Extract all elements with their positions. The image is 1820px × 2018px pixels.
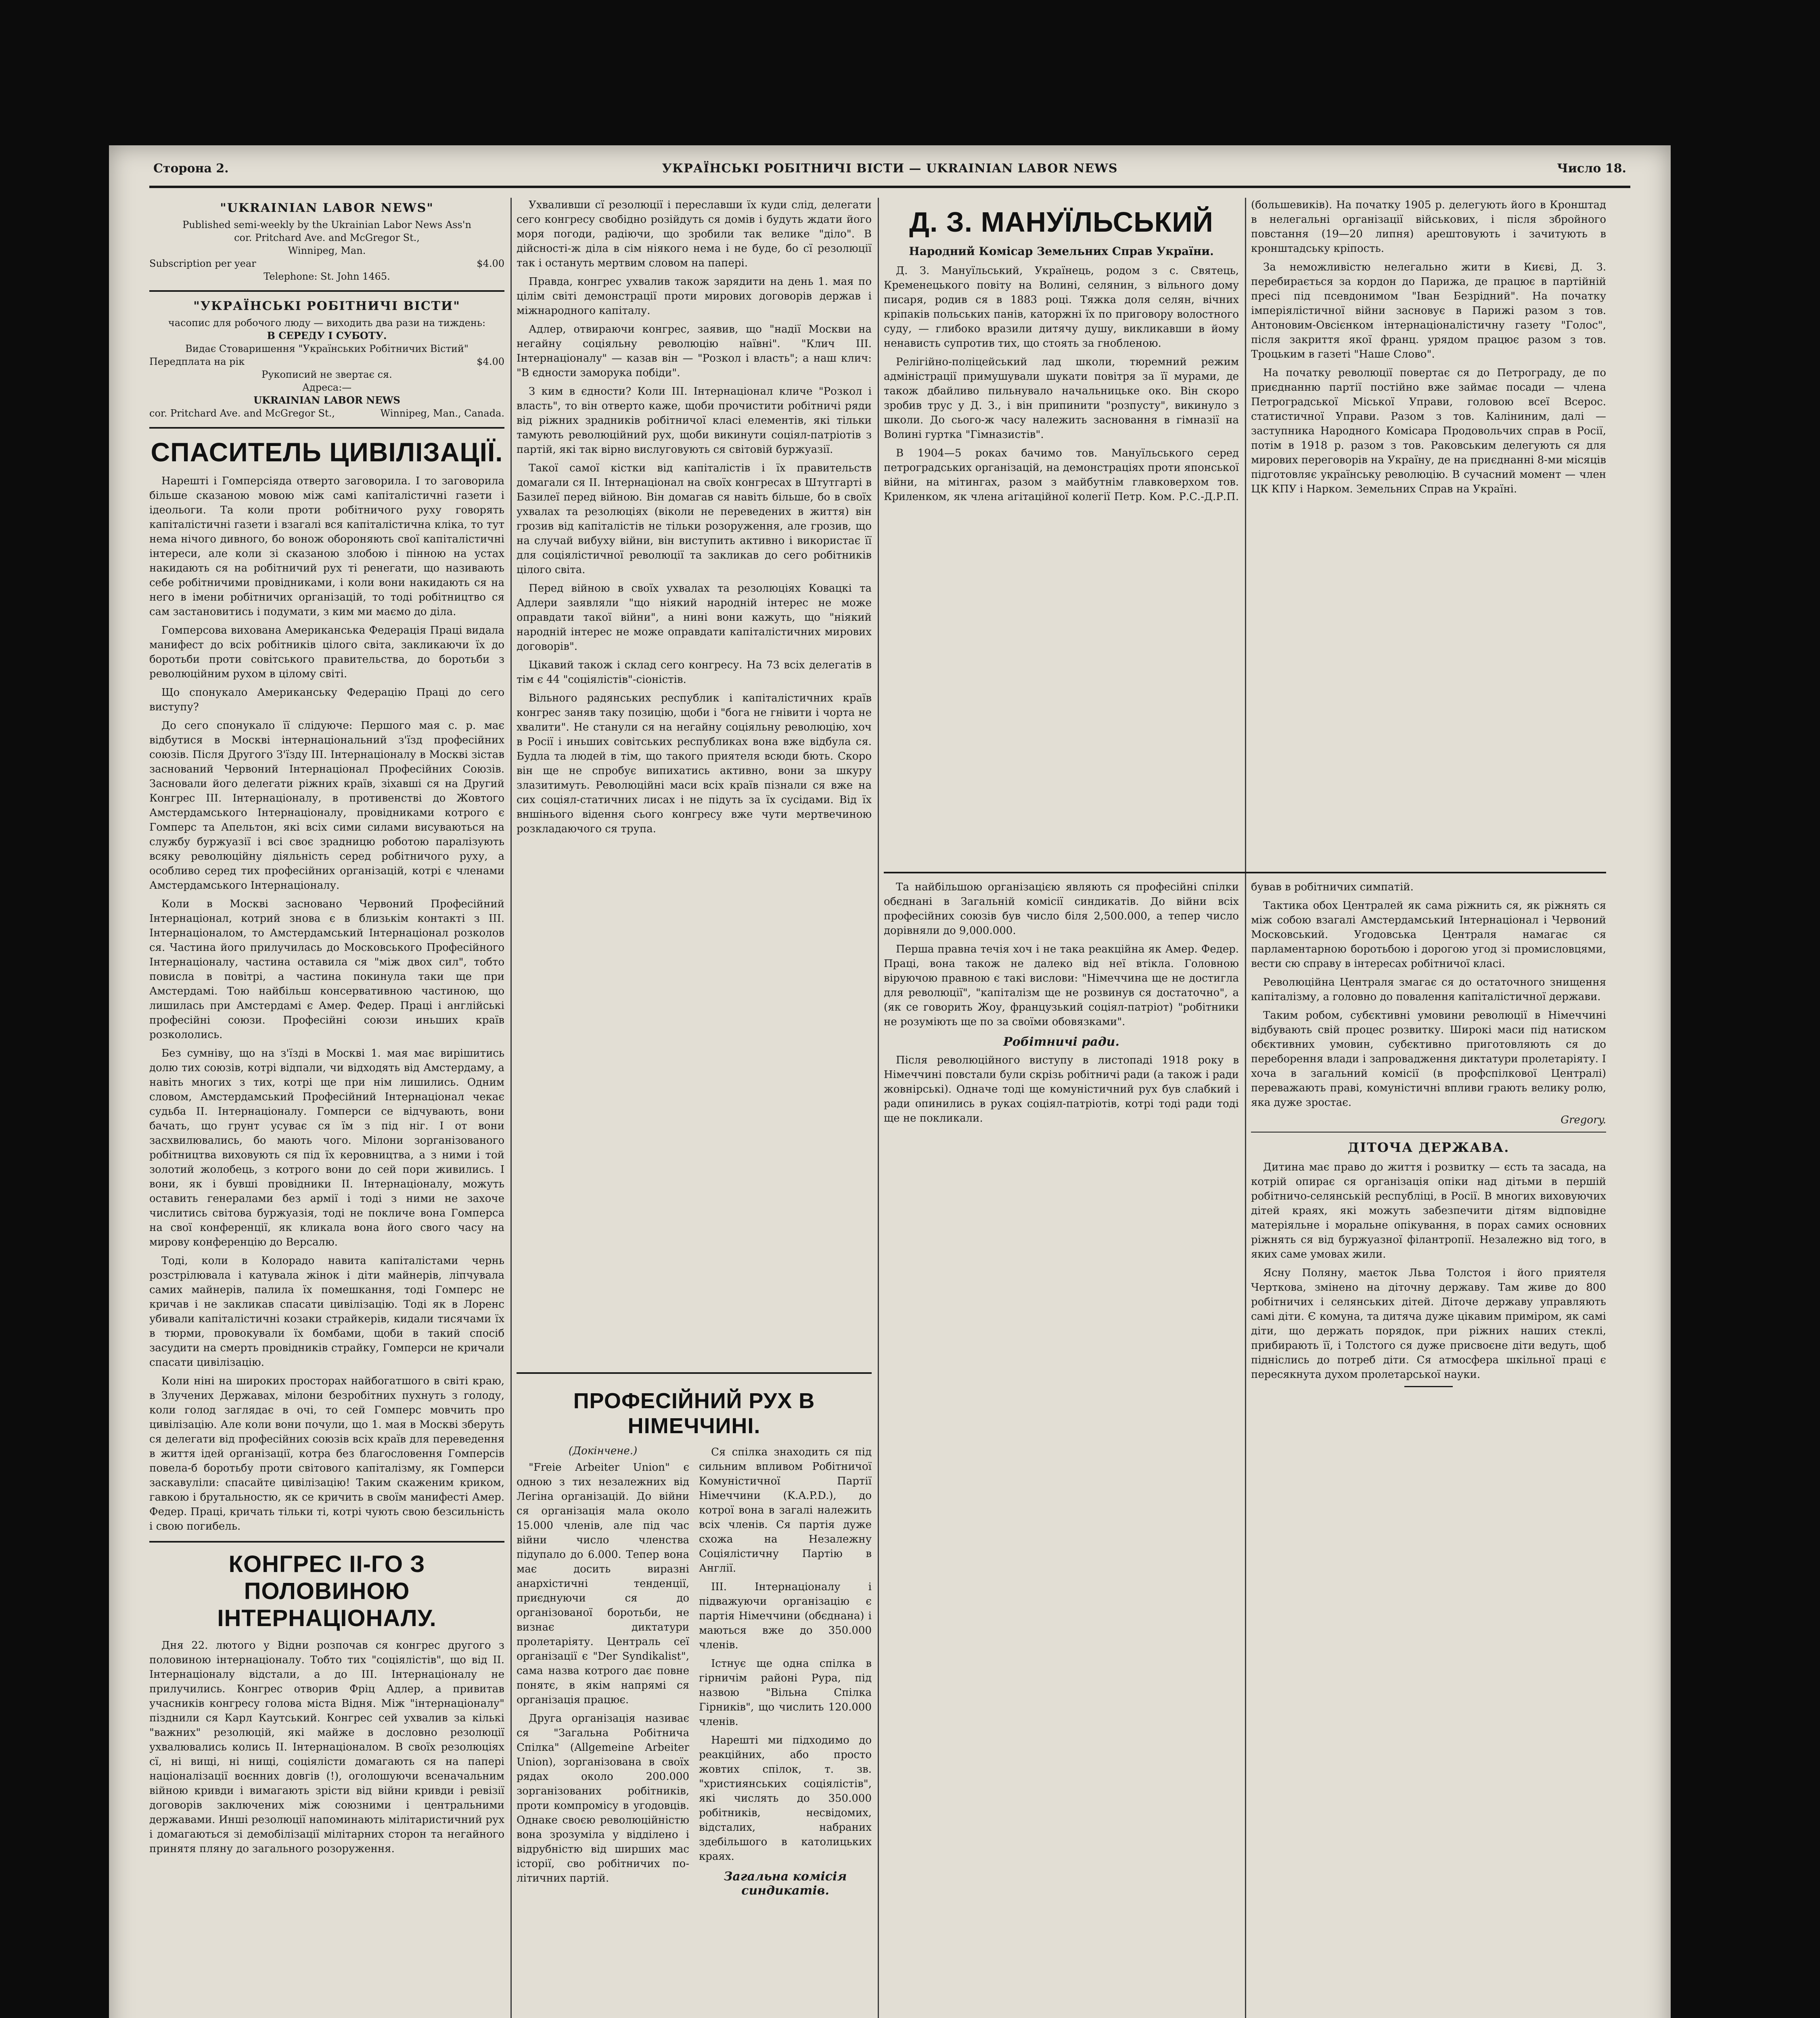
article-paragraph: Гомперсова вихована Американська Федерація Праці видала манифест до всіх робітників цілого світа, закликаючи їх до боротьби проти совітського правительства, до боротьби з революційним рухом в цілому світі. bbox=[149, 624, 504, 680]
price-row bbox=[149, 355, 504, 368]
section-heading: Загальна комісія синдикатів. bbox=[724, 1869, 847, 1898]
address-label: Адреса:— bbox=[302, 382, 352, 393]
masthead-ua-name: "УКРАЇНСЬКІ РОБІТНИЧІ ВІСТИ" bbox=[193, 299, 460, 313]
divider bbox=[149, 290, 504, 292]
price-value: $4.00 bbox=[477, 356, 504, 367]
article-paragraph: Друга організація називає ся "Загальна Робітнича Спілка" (Allgemeine Arbeiter Union), зорганізована в своїх рядах около 200.000 зорганізованих робітників, проти компромісу в угодовців. Однаке своєю революційністю вона зрозуміла у відділено і відрубністю від ширших мас історії, сво робітничих по-літичних партій. bbox=[517, 1712, 689, 1884]
article-profrukh bbox=[517, 1380, 872, 2018]
end-rule bbox=[1404, 1386, 1453, 1387]
article-paragraph: Правда, конгрес ухвалив також зарядити на день 1. мая по цілім світі демонстрації проти мирових договорів держав і міжнародного капіталу. bbox=[517, 276, 872, 317]
article-title-child-state: ДІТОЧА ДЕРЖАВА. bbox=[1347, 1140, 1510, 1155]
article-paragraph: Тоді, коли в Колорадо навита капіталістами чернь розстрілювала і катувала жінок і діти майнерів, ліпчувала самих майнерів, палила їх помешкання, тоді Гомперс не кричав і не закликав спасати цивілізацію. Тоді як в Лоренс убивали капіталістичні козаки страйкерів, кидали тисячами їх в тюрми, провокували їх бомбами, щоби в такий спосіб засудити на смерть провідників страйку, Гомперси не кричали спасати цивілізацію. bbox=[149, 1255, 504, 1369]
article-paragraph: Вільного радянських республик і капіталістичних країв конгрес заняв таку позицію, щоби і "бога не гнівити і чорта не хвалити". Не станули ся на негайну соціяльну революцію, хоч в Росії і иньших совітських республиках вона вже відбула ся. Будла та людей в тім, що такого приятеля всюди бють. Скоро він ще не спробує випихатись активно, вони за шкуру злазитимуть. Революційні маси всіх країв пізнали ся вже на сих соціял-статичних лисах і не підуть за їх сусідами. Від їх вншінього відення сього конгресу вже чути мертвечиною розкладаючого ся трупа. bbox=[517, 692, 872, 835]
column-4-lower bbox=[1251, 880, 1606, 2018]
divider bbox=[1251, 1132, 1606, 1133]
article-paragraph: Та найбільшою організацією являють ся професійні спілки обєднані в Загальній комісії синдикатів. До війни всіх професійних союзів був число біля 2,500.000, а тепер число дорівняли до 9,000.000. bbox=[884, 881, 1239, 937]
price-label: Передплата на рік bbox=[149, 356, 245, 367]
article-title-manuilsky: Д. З. МАНУЇЛЬСЬКИЙ bbox=[909, 206, 1213, 238]
article-paragraph: Перед війною в своїх ухвалах та резолюціях Ковацкі та Адлери заявляли "що ніякий народній інтерес не може оправдати такої війни", а нині вони кажуть, що "ніякий народній інтерес не може оправдати капіталістичних мирових договорів". bbox=[517, 582, 872, 653]
article-paragraph: бував в робітничих симпатій. bbox=[1251, 881, 1414, 893]
article-title-profrukh: ПРОФЕСІЙНИЙ РУХ В НІМЕЧЧИНІ. bbox=[573, 1389, 815, 1438]
divider bbox=[149, 427, 504, 429]
article-paragraph: Адлер, отвираючи конгрес, заявив, що "надії Москви на негайну соціяльну революцію наївні". "Клич III. Інтернаціоналу" — казав він — "Розкол і власть"; а наш клич: "В єдности заморука побіди". bbox=[517, 323, 872, 379]
masthead-ukrainian bbox=[149, 299, 504, 420]
masthead-english bbox=[149, 201, 504, 283]
masthead-en-line: Published semi-weekly by the Ukrainian Labor News Ass'n bbox=[182, 219, 471, 230]
article-paragraph: Ухваливши сї резолюції і переславши їх куди слід, делегати сего конгресу свобідно розійдуть ся домів і будуть ждати його моря погоди, радіючи, що зробили так велике "діло". В дійсності-ж діла в сім ніякого нема і не буде, бо сї резолюції так і остануть мертвим словом на папері. bbox=[517, 199, 872, 269]
article-title-kongres: КОНГРЕС II-ГО З ПОЛОВИНОЮ ІНТЕРНАЦІОНАЛУ. bbox=[217, 1551, 437, 1631]
subscription-row bbox=[149, 257, 504, 270]
article-manuilsky bbox=[884, 198, 1606, 868]
article-paragraph: Нарешті і Гомперсіяда отверто заговорила. І то заговорила більше сказаною мовою між самі капіталістичні газети і ідеольоги. Та коли проти робітничого руху говорять капіталістичні газети і взагалі вся капіталістична кліка, то тут нема нічого дивного, бо вонож обороняють свої капіталістичні інтереси, але коли зі сказаною злобою і пінною на устах накидають ся на робітничий рух ті ренегати, що називають себе робітничими провідниками, і коли вони накидають ся на него в імени робітничих організацій, то тоді робітництво ся сам застановитись і подумати, з ким ми маємо до діла. bbox=[149, 475, 504, 618]
subscription-price: $4.00 bbox=[477, 258, 504, 269]
article-title-spasytel: СПАСИТЕЛЬ ЦИВІЛІЗАЦІЇ. bbox=[151, 437, 503, 467]
article-paragraph: В 1904—5 роках бачимо тов. Мануїльського серед петроградських організацій, на демонстраціях проти японської війни, на мітингах, разом з майбутнім главковерхом тов. Криленком, як члена агітаційної колегії Петр. Ком. Р.С.-Д.Р.П. (большевиків). На початку 1905 р. делегують його в Кронштад в нелегальні організації військових, і після збройного повстання (19—20 липня) арештовують і зачитують в кронштадську кріпость. bbox=[884, 199, 1606, 503]
column-divider bbox=[878, 198, 879, 2018]
masthead-en-line: Winnipeg, Man. bbox=[288, 245, 366, 256]
article-paragraph: Тактика обох Централей як сама ріжнить ся, як ріжнять ся між собою взагалі Амстердамський Інтернаціонал і Червоний Московський. Угодовська Централя намагає ся парламентарною боротьбою і дорогою угод зі промисловцями, вести сю справу в інтересах робітничої класі. bbox=[1251, 900, 1606, 970]
article-paragraph: Такої самої кістки від капіталістів і їх правительств домагали ся II. Інтернаціонал на своїх конгресах в Штутгарті в Базилеї перед війною. Він домагав ся навіть більше, бо в своїх ухвалах та резолюціях (віколи не переведених в життя) він грозив від капіталістів не тільки розоруження, але грозив, що на случай вибуху війни, він виступить активно і використає її для соціялістичної революції та закликав до сего робітників цілого світа. bbox=[517, 462, 872, 576]
article-paragraph: Що спонукало Американську Федерацію Праці до сего виступу? bbox=[149, 687, 504, 713]
address-city: Winnipeg, Man., Canada. bbox=[380, 408, 504, 419]
newspaper-header-title: УКРАЇНСЬКІ РОБІТНИЧІ ВІСТИ — UKRAINIAN LABOR NEWS bbox=[662, 161, 1118, 176]
article-paragraph: III. Інтернаціоналу і підважуючи організацію є партія Німеччини (обєднана) і маються вже до 350.000 членів. bbox=[699, 1581, 872, 1651]
column-1 bbox=[149, 198, 504, 2018]
divider bbox=[149, 1541, 504, 1543]
article-paragraph: Цікавий також і склад сего конгресу. На 73 всіх делегатів в тім є 44 "соціялістів"-сіоністів. bbox=[517, 659, 872, 686]
article-paragraph: З ким в єдности? Коли III. Інтернаціонал кличе "Розкол і власть", то він отверто каже, щоби прочистити робітничі ряди від ріжних зрадників робітничої класі елементів, які тільки тамують революційний рух, щоби викинути соціял-патріотів з партій, які так вірно вислуговують ся світовій буржуазії. bbox=[517, 385, 872, 456]
article-paragraph: За неможливістю нелегально жити в Києві, Д. З. перебирається за кордон до Парижа, де працює в партійній пресі під псевдонимом "Іван Безрідний". На початку імперіялістичної війни засновує в Парижі разом з тов. Антоновим-Овсієнком інтернаціоналістичну газету "Голос", після закриття якої франц. урядом працює разом з тов. Троцьким в газеті "Наше Слово". bbox=[1251, 261, 1606, 360]
article-paragraph: Після революційного виступу в листопаді 1918 року в Німеччині повстали були скрізь робітничі ради (а також і ради жовнірські). Одначе тоді ще комуністичний рух був слабкий і ради опинились в руках соціял-патріотів, котрі тоді ради тоді ще не покликали. bbox=[884, 1054, 1239, 1124]
author-signature: Gregory. bbox=[1561, 1114, 1606, 1126]
article-paragraph: Без сумніву, що на з'їзді в Москві 1. мая має вирішитись долю тих союзів, котрі відпали, чи відходять від Амстердаму, а навіть многих з тих, котрі ще при нім лишились. Одним словом, Амстердамський Професійний Інтернаціонал чекає судьба II. Інтернаціоналу. Гомперси се відчувають, вони бачать, що грунт усуває ся їм з під ніг. І от вони засхвилювались, бо мають чого. Мілони зорганізованого робітництва виховують ся під їх керовництва, а з ними і той золотий жолобець, з котрого вони до сей пори живились. І вони, як і бувші провідники II. Інтернаціоналу, можуть оставить генералами без армії і тоді з ними не захоче числитись світова буржуазія, тоді не покличе вона Гомперса на свої конференції, як кликала вона його свого часу на мирову конференцію до Версалю. bbox=[149, 1047, 504, 1248]
masthead-ua-line: Рукописий не звертає ся. bbox=[261, 369, 392, 380]
address-name: UKRAINIAN LABOR NEWS bbox=[253, 394, 400, 406]
subscription-label: Subscription per year bbox=[149, 258, 256, 269]
article-paragraph: Дитина має право до життя і розвитку — єсть та засада, на котрій опирає ся організація опіки над дітьми в першій робітничо-селянській республіці, в Росії. В многих виховуючих дітей краях, які можуть забезпечити дітям відповідне матеріяльне і моральне опікування, в порах самих основних ріжнять ся від буржуазної філантропії. Незалежно від того, в яких саме умовах жили. bbox=[1251, 1161, 1606, 1260]
article-paragraph: Коли в Москві засновано Червоний Професійний Інтернаціонал, котрий знова є в близькім контакті з III. Інтернаціоналом, то Амстердамський Інтернаціонал розколов ся. Частина його прилучилась до Московського Професійного Інтернаціоналу, частина оставила ся "між двох сил", тобто повисла в повітрі, а частина покинула таки ще при Амстердамі. Тою найбільш консервативною частиною, що лишилась при Амстердамі є Амер. Федер. Праці і англійські професійні союзи. Професійні союзи иньших країв розкололись. bbox=[149, 898, 504, 1041]
section-heading: Робітничі ради. bbox=[1003, 1035, 1119, 1049]
issue-number: Число 18. bbox=[1557, 161, 1626, 176]
column-divider bbox=[510, 198, 512, 2018]
article-paragraph: На початку революції повертає ся до Петрограду, де по приєднанню партії постійно вже займає посади — члена Петроградської Міської Управи, головою всеї Всерос. статистичної Управи. Разом з тов. Каліниним, далі — заступника Народного Комісара Продовольчих справ в Росії, потім в 1918 р. разом з тов. Раковським делегують ся для мирових переговорів на Україну, де на приєднанні 8-ми місяців підготовляє українську революцію. В сучасний момент — член ЦК КПУ і Нарком. Земельних Справ на Україні. bbox=[1251, 367, 1606, 495]
article-paragraph: Дня 22. лютого у Відни розпочав ся конгрес другого з половиною інтернаціоналу. Тобто тих "соціялістів", що від II. Інтернаціоналу відстали, а до III. Інтернаціоналу не прилучились. Конгрес отворив Фріц Адлер, а привитав учасників конгресу голова міста Відня. Між "інтернаціоналу" пізднили ся Карл Каутський. Конгрес сей ухвалив за кількі "важних" резолюцій, які майже в дословно резолюції ухвалювались колись II. Інтернаціоналом. В своїх резолюціях сї, ні вищі, ні нищі, соціялісти домагають ся на папері націоналізації воєнних довгів (!), оголошуючи всеначальним війною кривди і вимагають зрісти від війни кривди і ревізії договорів заключених між союзними і центральними державами. Инші резолюції напоминають мілітаристичний рух і домагаються зі демобілізації мілітарних сторон та негайного принятя пляну до загального розоруження. bbox=[149, 1639, 504, 1855]
article-paragraph: "Freie Arbeiter Union" є одною з тих незалежних від Легіна організацій. До війни ся організація мала около 15.000 членів, але під час війни число членства підупало до 6.000. Тепер вона має досить виразні анархістичні тенденції, приєднуючи ся до організованої боротьби, не визнає диктатури пролетаріяту. Централь сеї організації є "Der Syndikalist", сама назва котрого дає повне понятє, в якім напрямі ся організація працює. bbox=[517, 1461, 689, 1706]
masthead-ua-line: В СЕРЕДУ І СУБОТУ. bbox=[267, 330, 387, 341]
address-street: cor. Pritchard Ave. and McGregor St., bbox=[149, 408, 335, 419]
continuation-note: (Докінчене.) bbox=[568, 1445, 638, 1457]
masthead-en-name: "UKRAINIAN LABOR NEWS" bbox=[220, 201, 434, 215]
article-paragraph: Таким робом, субєктивні умовини революції в Німеччині відбувають свій процес розвитку. Широкі маси під натиском обєктивних умовин, субєктивно приготовляють ся до переборення влади і запровадження диктатури пролетаріяту. І хоча в загальний комісії (в профспілкової Централі) переважають праві, комуністичні впливи грають велику ролю, яка дуже зростає. bbox=[1251, 1009, 1606, 1109]
address-row bbox=[149, 407, 504, 420]
article-paragraph: Перша правна течія хоч і не така реакційна як Амер. Федер. Праці, вона також не далеко від неї втікла. Головною віруючою правною є такі вислови: "Німеччина ще не достигла для революції", "капіталізм ще не розвинув ся достаточно", а (як се говорить Жоу, французький соціял-патріот) "робітники не розуміють ще по за своїми обовязками". bbox=[884, 943, 1239, 1028]
article-paragraph: Революційна Централя змагає ся до остаточного знищення капіталізму, а головно до повалення капіталістичної держави. bbox=[1251, 976, 1606, 1003]
column-3-lower bbox=[884, 880, 1239, 2018]
telephone: Telephone: St. John 1465. bbox=[264, 271, 390, 282]
article-paragraph: Ся спілка знаходить ся під сильним впливом Робітничої Комуністичної Партії Німеччини (K.A.P.D.), до котрої вона в загалі належить всіх членів. Ся партія дуже схожа на Незалежну Соціялістичну Партію в Англії. bbox=[699, 1446, 872, 1574]
article-paragraph: Нарешті ми підходимо до реакційних, або просто жовтих спілок, т. зв. "християнських соціялістів", які числять до 350.000 робітників, несвідомих, відсталих, набраних здебільшого в католицьких краях. bbox=[699, 1734, 872, 1863]
newspaper-page bbox=[109, 145, 1671, 2018]
article-paragraph: Коли ніні на широких просторах найбогатшого в світі краю, в Злучених Державах, мілони безробітних пухнуть з голоду, коли голод заглядає в очі, то сей Гомперс мовчить про цивілізацію. Але коли вони почули, що 1. мая в Москві зберуть ся делегати від професійних союзів всіх країв для переведення в життя ідей організації, котра без благословення Гомперсів повела-б боротьбу проти світового капіталізму, як Гомперси заскавуліли: спасайте цивілізацію! Таким скаженим криком, гавкою і брутальностю, як се кричить в своїм манифесті Амер. Федер. Праці, кричать тільки ті, котрі чують свою безсильність і свою погибель. bbox=[149, 1375, 504, 1532]
header-rule bbox=[149, 186, 1630, 188]
divider bbox=[517, 1372, 872, 1374]
masthead-en-line: cor. Pritchard Ave. and McGregor St., bbox=[234, 232, 420, 243]
masthead-ua-line: часопис для робочого люду — виходить два рази на тиждень: bbox=[168, 317, 486, 329]
page-number: Сторона 2. bbox=[153, 161, 229, 176]
masthead-ua-line: Видає Стоваришення "Українських Робітничих Вістий" bbox=[185, 343, 469, 354]
article-subtitle: Народний Комісар Земельних Справ України. bbox=[909, 245, 1214, 258]
article-paragraph: Релігійно-поліцейський лад школи, тюремний режим адміністрації примушували шукати повітря за її мурами, де також дбайливо пильнувало начальницьке око. Він скоро зробив трус у Д. З., і він припинити "розпусту", викинуло з школи. До сього-ж часу належить засновання в гімназії на Волині гуртка "Гімназистів". bbox=[884, 356, 1239, 441]
column-2 bbox=[517, 198, 872, 1372]
article-paragraph: Д. З. Мануїльський, Українець, родом з с. Святець, Кременецького повіту на Волині, селянин, з вільного дому писаря, родив ся в 1883 році. Тяжка доля селян, вічних кріпаків польських панів, каторжні їх по приговору волостного суду, — глибоко вразили дитячу душу, викликавши в йому ненависть супротив тих, що стоять за гнобленою. bbox=[884, 265, 1239, 350]
article-paragraph: Ясну Поляну, маєток Льва Толстоя і його приятеля Черткова, змінено на діточну державу. Там живе до 800 робітничих і селянських дітей. Діточе державу управляють самі діти. Є комуна, та дитяча дуже цікавим приміром, як самі діти, що держать порядок, при ріжних наших стеклі, прибирають її, і Толстого ся дуже присвоєне діти ведуть, щоб підніслись до потреб діти. Ся атмосфера шкільної праці є пересякнута духом пролетарської науки. bbox=[1251, 1267, 1606, 1381]
divider bbox=[884, 872, 1606, 873]
article-paragraph: Істнує ще одна спілка в гірничім районі Рура, під назвою "Вільна Спілка Гірників", що числить 120.000 членів. bbox=[699, 1658, 872, 1728]
article-paragraph: До сего спонукало її слідуюче: Першого мая с. р. має відбутися в Москві інтернаціональний з'їзд професійних союзів. Після Другого З'їзду III. Інтернаціоналу в Москві зістав заснований Червоний Інтернаціонал Професійних Союзів. Засновали його делегати ріжних країв, зіхавші ся на Другий Конгрес III. Інтернаціоналу, в противенстві до Жовтого Амстердамського Інтернаціоналу, провідниками котрого є Гомперс та Апельтон, які всіх сими силами висуваються на службу буржуазії і всі своє зрадницю роботою паралізують всяку революційну діяльність серед робітничого руху, а особливо серед тих професійних організацій, котрі є членами Амстердамського Інтернаціоналу. bbox=[149, 720, 504, 892]
